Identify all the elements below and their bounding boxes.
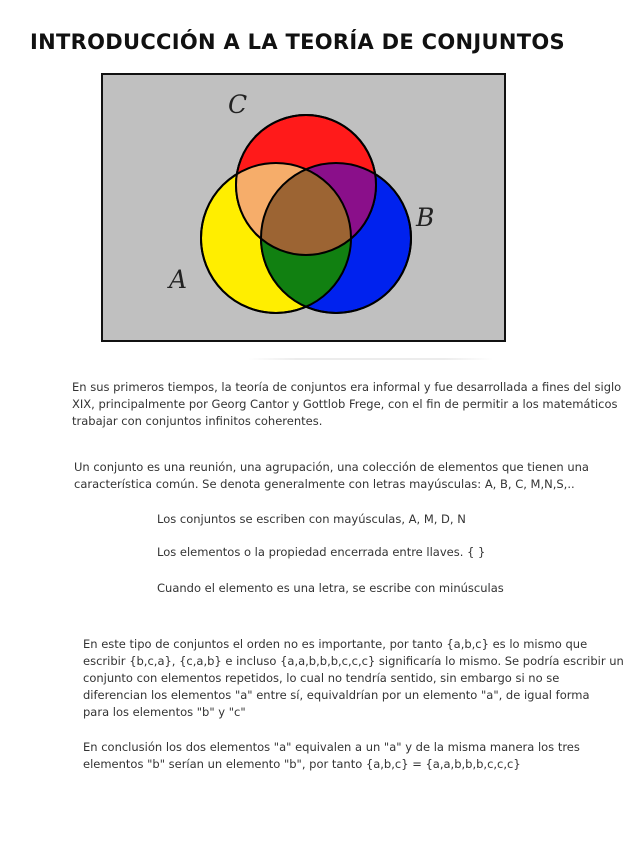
text-line: En este tipo de conjuntos el orden no es importante, por tanto {a,b,c} es lo mismo que xyxy=(83,637,588,651)
text-line: para los elementos "b" y "c" xyxy=(83,705,246,719)
rule-line: Los conjuntos se escriben con mayúsculas, A, M, D, N xyxy=(157,512,466,526)
text-line: Un conjunto es una reunión, una agrupación, una colección de elementos que tienen una xyxy=(74,460,589,474)
rule-line: Cuando el elemento es una letra, se escribe con minúsculas xyxy=(157,581,504,595)
set-a-label: A xyxy=(169,265,188,294)
text-line: trabajar con conjuntos infinitos coherentes. xyxy=(72,414,323,428)
text-line: escribir {b,c,a}, {c,a,b} e incluso {a,a,b,b,b,c,c,c} significaría lo mismo. Se podría escribir un xyxy=(83,654,624,668)
text-line: característica común. Se denota generalmente con letras mayúsculas: A, B, C, M,N,S,.. xyxy=(74,477,575,491)
intro-paragraph xyxy=(72,379,621,430)
text-line: elementos "b" serían un elemento "b", por tanto {a,b,c} = {a,a,b,b,b,c,c,c} xyxy=(83,757,521,771)
text-line: En sus primeros tiempos, la teoría de conjuntos era informal y fue desarrollada a fines del siglo xyxy=(72,380,622,394)
text-line: diferencian los elementos "a" entre sí, equivaldrían por un elemento "a", de igual forma xyxy=(83,688,590,702)
set-c-label: C xyxy=(228,90,248,119)
definition-paragraph xyxy=(74,459,589,493)
divider xyxy=(248,358,493,360)
page-title: INTRODUCCIÓN A LA TEORÍA DE CONJUNTOS xyxy=(30,30,565,54)
venn-diagram-svg xyxy=(103,75,504,340)
conclusion-paragraph xyxy=(83,739,580,773)
text-line: XIX, principalmente por Georg Cantor y Gottlob Frege, con el fin de permitir a los matemáticos xyxy=(72,397,618,411)
text-line: conjunto con elementos repetidos, lo cual no tendría sentido, sin embargo si no se xyxy=(83,671,560,685)
order-paragraph xyxy=(83,636,624,721)
rule-line: Los elementos o la propiedad encerrada entre llaves. { } xyxy=(157,545,486,559)
text-line: En conclusión los dos elementos "a" equivalen a un "a" y de la misma manera los tres xyxy=(83,740,580,754)
venn-diagram xyxy=(101,73,506,342)
set-b-label: B xyxy=(416,203,435,232)
